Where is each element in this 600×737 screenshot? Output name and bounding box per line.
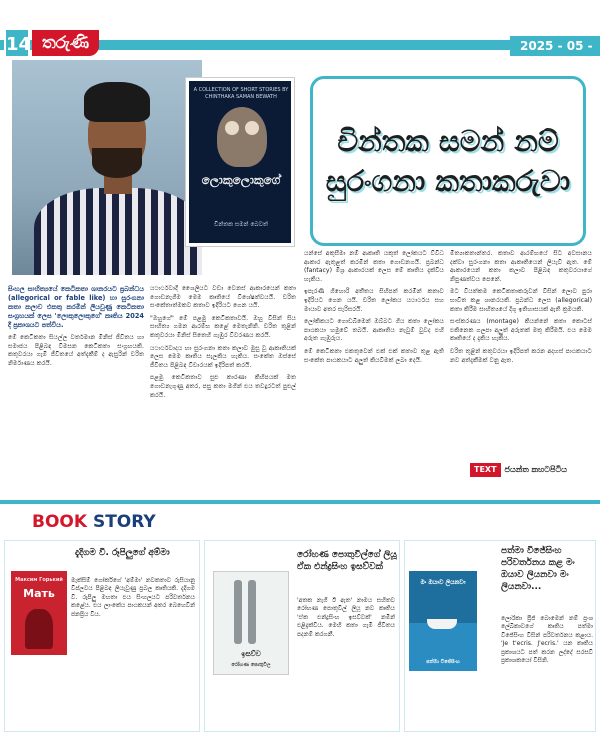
portrait-hair bbox=[84, 82, 150, 122]
article-paragraph: "ඔහුගේ" මේ පළමු කෙටිකතාවයි. ඔහු විසින් සිය සාහිත්‍ය ගමන ආරම්භ කළේ මෙතැනිනි. චරිත තුළින් කතුවරයා මිනිස් සිතෙහි ගැඹුර විවරණය කරයි. bbox=[150, 314, 296, 339]
article-paragraph: සංස්කරණය (montage) කියන්නේ කතා කොටස් එකිනෙක ගලපා අලුත් අරුතක් මතු කිරීමයි. එය මෙම කෘතියේ ද දැකිය හැකිය. bbox=[450, 318, 592, 343]
book-cover-author: චින්තක සමන් බෙවත් bbox=[214, 221, 268, 228]
article-paragraph: මට වියත්කම කෙටිකතාකරුවන් විසින් ලොව පුරා භාවිත කළ ශානරයකි. ප්‍රබන්ධ ලෙස (allegorical) කතා කිරීම සාහිත්‍යයේ දිගු ඉතිහාසයක් ඇති ක්‍රමයකි. bbox=[450, 288, 592, 313]
header-bar bbox=[0, 0, 600, 56]
book-story-cover bbox=[213, 571, 289, 675]
book-cover-creature-eye-left bbox=[225, 121, 239, 135]
page-number: 14 bbox=[4, 28, 30, 58]
book-story-label-story: STORY bbox=[87, 512, 156, 532]
article-paragraph: යන්සේ අකුසීමා නම් ආකෘති යකුත් ලෝකයට විවිධ ආකාර ඇතුළත් කරමින් කතා ගොඩනගයි. ප්‍රබන්ධ (fantacy) මිශ්‍ර ආකාරයක් ලෙස මේ කෘතිය දැක්විය හැකිය. bbox=[304, 250, 444, 283]
author-portrait bbox=[12, 60, 202, 275]
book-story-card-1 bbox=[4, 540, 200, 732]
book-cover-creature-illustration bbox=[217, 107, 267, 167]
issue-date: 2025 - 05 - bbox=[510, 36, 600, 56]
book-story-cover-author: පත්මා විජේසිංහ bbox=[426, 659, 460, 665]
book-story-text: මැක්සිම් ගෝර්කිගේ 'අම්මා' නවකතාව රුසියානු විප්ලවය පිළිබඳ ලියැවුණු ප්‍රබල කෘතියකි. දැදිගම වී. රූපිලු මහතා එය සිංහලයට පරිවර්තනය කළේය. එය ලාංකේය පාඨකයන් අතර බෙහෙවින් ජනප්‍රිය විය. bbox=[71, 577, 195, 618]
article-paragraph: ඉපැරණි ගිහොරි අතීතය සිහිපත් කරමින් කතාව ඉදිරියට ගෙන යයි. චරිත ලෝකය යථාර්ථය සහ මායාව අතර සැරිසරයි. bbox=[304, 288, 444, 313]
book-story-card-3 bbox=[404, 540, 596, 732]
book-cover-lokulokuge bbox=[186, 78, 294, 246]
book-cover-title: ලොකුලොකුගේ bbox=[201, 173, 281, 187]
article-column-2 bbox=[150, 285, 296, 485]
article-paragraph: පළමු කෙටිකතාව සුළු කාරණා කිහිපයක් මත ගොඩනැගුණු අතර, පසු කතා මගින් එය තවදුරටත් පුළුල් කරයි. bbox=[150, 374, 296, 399]
book-story-label bbox=[32, 512, 156, 532]
headline-box bbox=[310, 76, 586, 246]
byline-tag: TEXT bbox=[470, 463, 501, 477]
book-story-cover-title: Мать bbox=[23, 587, 55, 600]
book-story-text: ලොරිකා ප්‍රීජ් බොමෙන් නම් ප්‍රංශ ලේඛිකාවගේ කෘතිය පත්මා විජේසිංහ විසින් පරිවර්තනය කළාය. 'Je t'ecris. J'ecris.' යන කෘතිය ප්‍රකාශයට පත් කරන ලද්දේ සරසවි ප්‍රකාශකයෝ විසිනි. bbox=[501, 615, 593, 665]
book-story-title: පත්මා විජේසිංහ පරිවර්තනය කළ මං ඔයාව ලියනවා මං ලියනවා... bbox=[501, 546, 575, 592]
book-story-text: 'අතක නැගී ඊ ඇත' නාමය සහිතව රෝහණ පොතුවිල් ලියූ නව කෘතිය 'ඒක එන්ද්‍රසිංහ ඉසව්වක්' නමින් එළිදැක්වීය. මෙහි කතා ගැමි ජීවිතය පදනම් කරගනී. bbox=[297, 597, 395, 638]
article-paragraph: මේ කෙටිකතා සියල්ල වර්තමාන මිනිස් ජීවිතය හා සමාජය පිළිබඳ විමසන කෙටිකතා සංග්‍රහයකි. කතුවරයා ගැමි ජීවිතයේ අත්දැකීම් ද ඇසුරින් චරිත නිර්මාණය කරයි. bbox=[8, 334, 144, 367]
book-story-cover-author: රෝහණ පොතුවිල bbox=[231, 662, 271, 668]
article-paragraph: මේ කෙටිකතා එකතුවෙන් එක් එක් කතාව තුළ ඇති සංකේත පාඨකයාට අලුත් කියවීමක් ලබා දෙයි. bbox=[304, 347, 444, 364]
article-paragraph: යථාර්ථවාදී ශෛලියට වඩා වෙනස් ආකාරයෙන් කතා ගොඩනැගීම මෙම කෘතියේ විශේෂත්වයයි. චරිත සංකේතාත්මකව කතාව ඉදිරියට ගෙන යයි. bbox=[150, 285, 296, 310]
portrait-shirt bbox=[34, 188, 202, 275]
book-story-cover bbox=[11, 571, 67, 655]
byline-author-name: ජයන්ත කහටපිටිය bbox=[504, 465, 567, 474]
book-story-cover bbox=[409, 571, 477, 671]
article-paragraph: ලෝකිකයට ගොඩබිමෙන් ඔබ්බට ගිය කතා ලෝකය පාඨකයා හමුවේ තබයි. ආකෘතිය නැවුම් වුවද එහි අරුත ගැඹුරුය. bbox=[304, 318, 444, 343]
book-story-cover-knife bbox=[248, 580, 256, 644]
book-story-cover-title: ඉසව්ව bbox=[241, 650, 261, 658]
article-column-1 bbox=[8, 285, 144, 485]
book-story-card-2 bbox=[204, 540, 400, 732]
book-story-cover-figure bbox=[25, 609, 53, 649]
book-cover-creature-eye-right bbox=[245, 121, 259, 135]
book-story-cover-boat bbox=[427, 619, 457, 629]
portrait-beard bbox=[92, 148, 142, 178]
book-story-title: දැදිගම වී. රූපිලුගේ අම්මා bbox=[75, 548, 170, 558]
article-paragraph: මිත්‍යාකතාන්තර. කතාව ආරම්භයේ සිට අවසානය දක්වා සුරංගනා කතා ආකෘතියෙන් ලියැවී ඇත. මේ ආකාරයෙන් කතා කලාව පිළිබඳ කතුවරයාගේ නිපුණත්වය පෙනේ. bbox=[450, 250, 592, 283]
article-intro: සිංහල සාහිත්‍යයේ කෙටිකතා ශානරයට ප්‍රබන්ධය (allegorical or fable like) හා සුරංගනා කතා කලාව එකතු කරමින් ලියවුණු කෙටිකතා සංග්‍රහයක් ලෙස 'ලොකුලොකුගේ' කෘතිය 2024 දී ප්‍රකාශයට පත්විය. bbox=[8, 285, 144, 329]
book-cover-subtitle: A COLLECTION OF SHORT STORIES BY CHINTHAKA SAMAN BEWATH bbox=[193, 87, 289, 100]
book-story-label-book: BOOK bbox=[32, 512, 88, 532]
book-story-title: රෝහණ පොතුවිල්ගේ ලියූ ඒක එන්ද්‍රසිංහ ඉසව්වක් bbox=[297, 550, 397, 572]
article-byline bbox=[470, 463, 567, 477]
article-column-3 bbox=[304, 250, 444, 482]
article-column-4 bbox=[450, 250, 592, 460]
paper-name: තරුණි bbox=[32, 30, 99, 56]
article-paragraph: චරිත තුළින් කතුවරයා ඉදිරිපත් කරන අදහස් පාඨකයාට නව අත්දැකීමක් වනු ඇත. bbox=[450, 347, 592, 364]
book-story-cover-author: Максим Горький bbox=[15, 577, 63, 583]
book-story-cover-title: මං ඔයාව ලියනවා bbox=[420, 579, 466, 586]
article-paragraph: යථාර්ථවාදය හා සුරංගනා කතා කලාව මුසු වූ ආකෘතියක් ලෙස මෙම කෘතිය සැලකිය හැකිය. සංකේත ඔස්සේ ජීවිතය පිළිබඳ විචාරයක් ඉදිරිපත් කරයි. bbox=[150, 344, 296, 369]
headline-text: චින්තක සමන් නම් සුරංගනා කතාකරුවා bbox=[325, 124, 571, 198]
book-story-cover-fork bbox=[234, 580, 242, 644]
section-divider bbox=[0, 500, 600, 504]
